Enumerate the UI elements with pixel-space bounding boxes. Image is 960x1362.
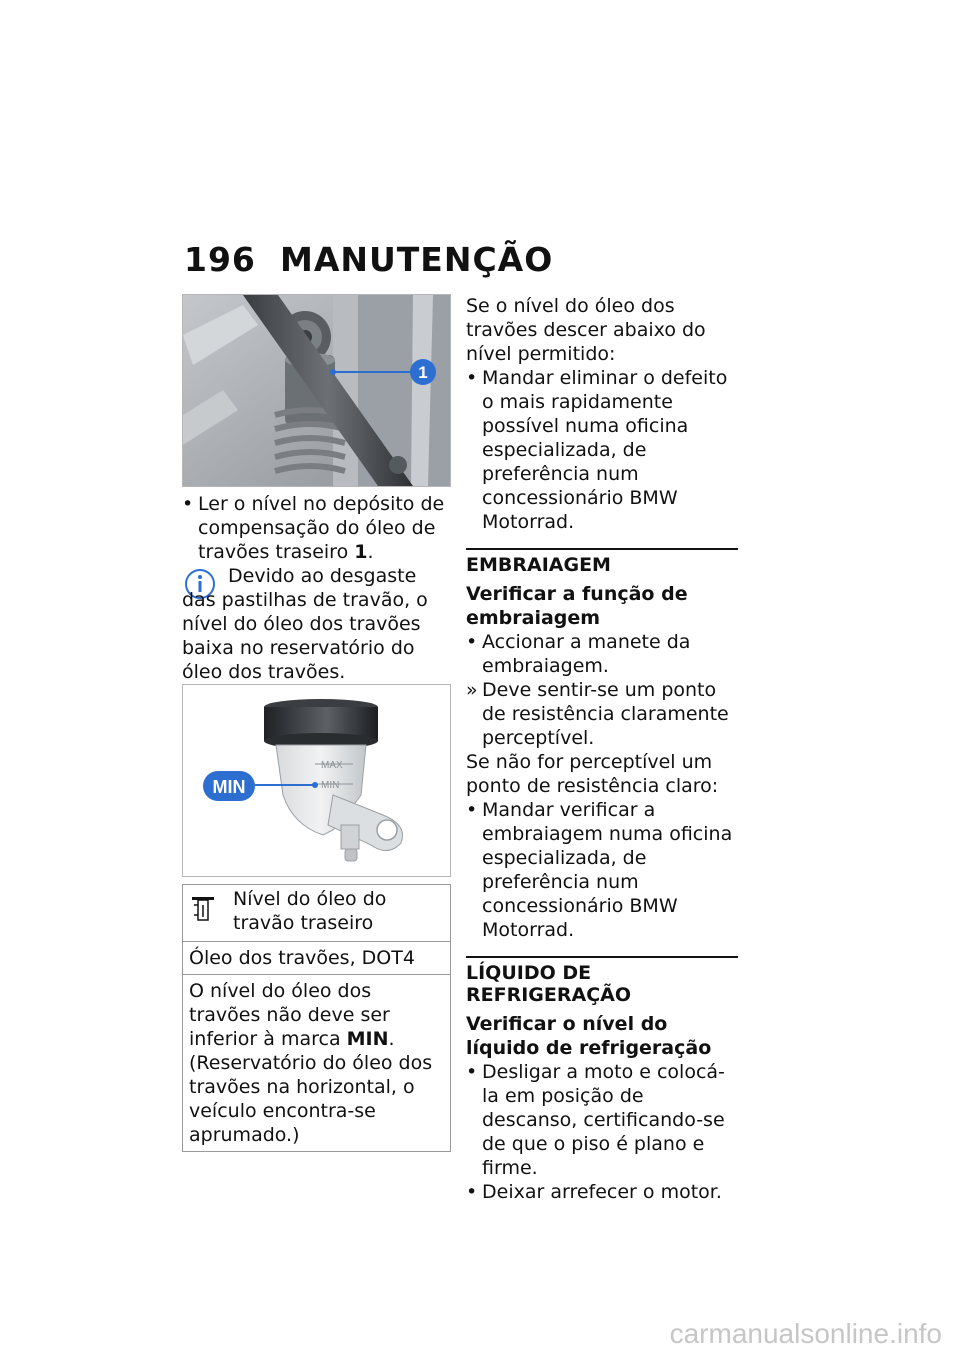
callout-1-label: 1	[418, 363, 428, 382]
bullet-coolant-cool: • Deixar arrefecer o motor.	[466, 1180, 738, 1204]
min-callout-label: MIN	[212, 777, 246, 797]
spec-fluid: Óleo dos travões, DOT4	[189, 947, 415, 969]
bullet-coolant-park: • Desligar a moto e colocá-la em posição de descanso, certificando-se de que o piso é plano e firme.	[466, 1060, 738, 1180]
spec-desc-row	[183, 974, 450, 1151]
info-note	[182, 564, 450, 684]
mark-max-label: MAX	[321, 760, 343, 771]
right-column	[466, 294, 738, 1204]
clutch-condition: Se não for perceptível um ponto de resistência claro:	[466, 751, 719, 797]
bullet-read-level-end: .	[367, 541, 374, 563]
watermark: carmanualsonline.info	[669, 1318, 942, 1349]
bullet-clutch-dealer: • Mandar verificar a embraiagem numa oficina especializada, de preferência num concessionário BMW Motorrad.	[466, 798, 738, 942]
page-header	[184, 240, 553, 279]
section-heading-clutch: EMBRAIAGEM	[466, 548, 738, 576]
spec-fluid-row	[183, 941, 450, 974]
spec-table	[182, 884, 451, 1152]
subheading-clutch: Verificar a função de embraiagem	[466, 583, 688, 629]
reservoir-illustration	[183, 685, 450, 876]
bullet-read-level	[182, 492, 454, 564]
spec-title: Nível do óleo do travão traseiro	[233, 888, 387, 934]
section-heading-coolant: LÍQUIDO DE REFRIGERAÇÃO	[466, 956, 738, 1006]
mark-min-label: MIN	[321, 780, 340, 791]
result-clutch: » Deve sentir-se um ponto de resistência claramente perceptível.	[466, 678, 738, 750]
spec-desc-min: MIN	[346, 1028, 389, 1050]
brake-fluid-icon	[189, 887, 233, 935]
page-title: MANUTENÇÃO	[280, 240, 554, 279]
reservoir-photo-illustration	[183, 295, 450, 486]
page-number: 196	[184, 240, 256, 279]
subheading-coolant: Verificar o nível do líquido de refrigeração	[466, 1013, 712, 1059]
bullet-dealer: • Mandar eliminar o defeito o mais rapidamente possível numa oficina especializada, de preferência num concessionário BMW Motorrad.	[466, 366, 738, 534]
spec-desc-end: . (Reservatório do óleo dos travões na horizontal, o veículo encontra-se aprumado.)	[189, 1028, 433, 1146]
bullet-clutch-lever: • Accionar a manete da embraiagem.	[466, 630, 738, 678]
reference-1: 1	[354, 541, 368, 563]
figure-rear-brake-reservoir-photo	[182, 294, 451, 487]
figure-reservoir-min-mark	[182, 684, 451, 877]
info-note-text: Devido ao desgaste das pastilhas de travão, o nível do óleo dos travões baixa no reservatório do óleo dos travões.	[182, 565, 428, 683]
bullet-read-level-text: Ler o nível no depósito de compensação do óleo de travões traseiro	[198, 493, 445, 563]
spec-title-row	[183, 885, 450, 941]
intro-paragraph: Se o nível do óleo dos travões descer abaixo do nível permitido:	[466, 295, 706, 365]
spec-desc-text: O nível do óleo dos travões não deve ser inferior à marca	[189, 980, 390, 1050]
